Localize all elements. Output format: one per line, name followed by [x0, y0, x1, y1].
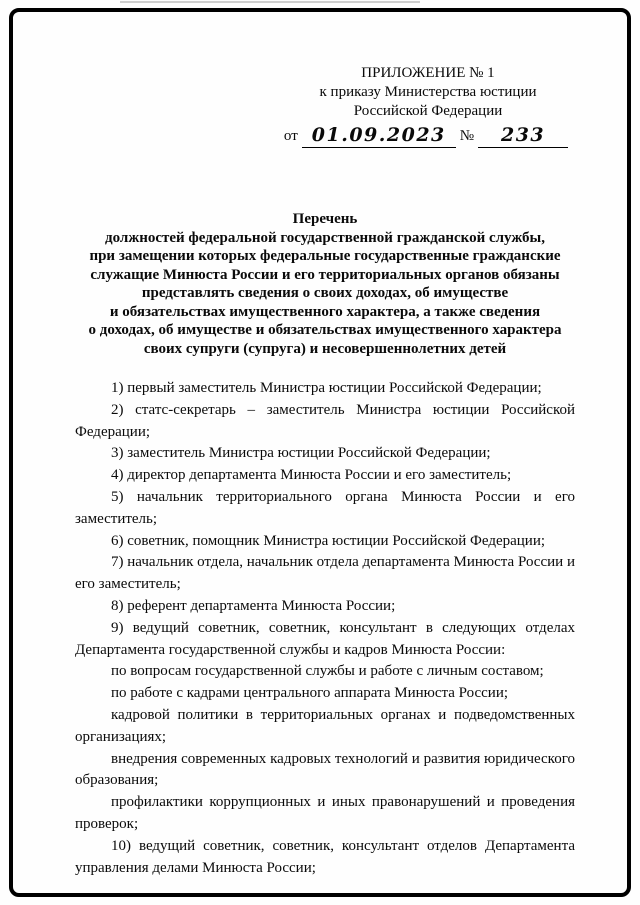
scan-edge-artifact	[120, 1, 420, 3]
appendix-title: ПРИЛОЖЕНИЕ № 1	[361, 65, 495, 81]
handwritten-number-field	[478, 125, 568, 148]
document-body	[75, 378, 575, 879]
list-item: 9) ведущий советник, советник, консультант в следующих отделах Департамента государственной службы и кадров Минюста России:	[75, 619, 575, 658]
list-subitem: кадровой политики в территориальных органах и подведомственных организациях;	[75, 706, 575, 745]
title-line: служащие Минюста России и его территориальных органов обязаны	[90, 266, 560, 283]
date-prefix-label: от	[283, 128, 298, 144]
list-item: 5) начальник территориального органа Минюста России и его заместитель;	[75, 488, 575, 527]
title-line: при замещении которых федеральные государственные гражданские	[89, 248, 561, 264]
title-line: о доходах, об имуществе и обязательствах имущественного характера	[88, 322, 562, 338]
handwritten-date-field	[302, 125, 456, 148]
title-line: должностей федеральной государственной гражданской службы,	[105, 229, 545, 246]
handwritten-number: 233	[500, 124, 546, 146]
list-item: 2) статс-секретарь – заместитель Министра юстиции Российской Федерации;	[75, 401, 575, 440]
list-item: 8) референт департамента Минюста России;	[111, 597, 396, 614]
list-item: 3) заместитель Министра юстиции Российской Федерации;	[111, 445, 491, 462]
handwritten-date: 01.09.2023	[311, 124, 446, 146]
list-subitem: профилактики коррупционных и иных правонарушений и проведения проверок;	[75, 794, 575, 832]
title-line: и обязательствах имущественного характера, а также сведения	[109, 303, 541, 320]
list-item: 7) начальник отдела, начальник отдела департамента Минюста России и его заместитель;	[75, 554, 575, 593]
title-line: своих супруги (супруга) и несовершеннолетних детей	[143, 340, 507, 357]
appendix-header	[283, 64, 573, 148]
document-title	[75, 210, 575, 358]
list-subitem: по вопросам государственной службы и работе с личным составом;	[111, 663, 544, 680]
list-subitem: внедрения современных кадровых технологий и развития юридического образования;	[75, 750, 575, 789]
list-item: 6) советник, помощник Министра юстиции Российской Федерации;	[111, 532, 546, 549]
number-prefix-label: №	[459, 128, 475, 144]
title-line: представлять сведения о своих доходах, об имуществе	[141, 285, 509, 301]
page-border-frame	[9, 8, 631, 897]
appendix-federation-line: Российской Федерации	[353, 103, 503, 119]
order-date-number-line	[283, 125, 573, 148]
list-item: 10) ведущий советник, советник, консультант отделов Департамента управления делами Минюста России;	[75, 837, 575, 876]
list-subitem: по работе с кадрами центрального аппарата Минюста России;	[111, 685, 509, 702]
list-item: 1) первый заместитель Министра юстиции Российской Федерации;	[111, 380, 542, 396]
list-item: 4) директор департамента Минюста России и его заместитель;	[111, 467, 512, 484]
title-line: Перечень	[292, 211, 358, 227]
appendix-order-line: к приказу Министерства юстиции	[319, 84, 537, 100]
